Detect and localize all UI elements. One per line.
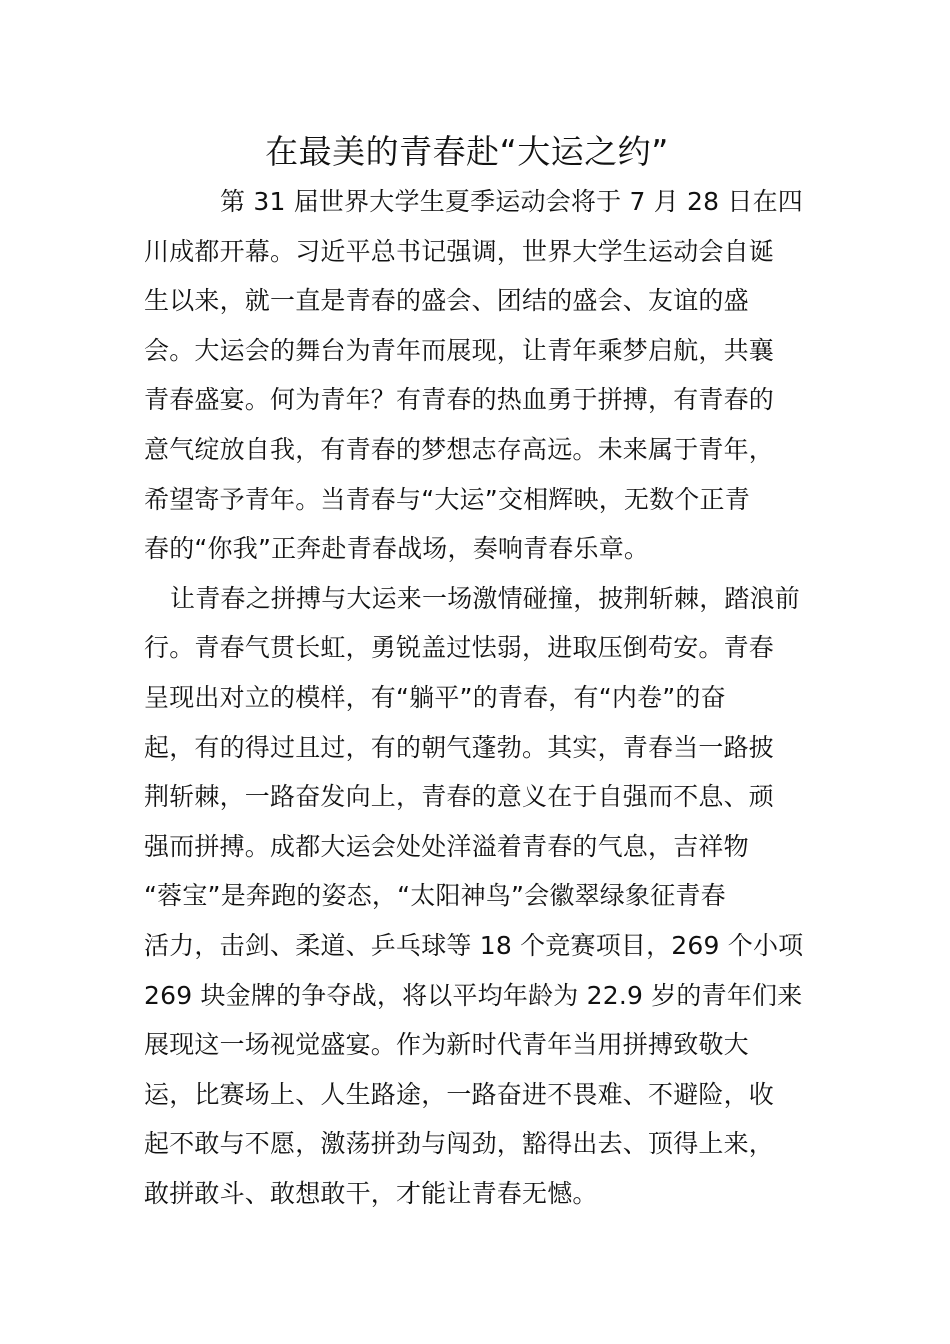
text-line: “蓉宝”是奔跑的姿态，“太阳神鸟”会徽翠绿象征青春 <box>144 881 726 911</box>
paragraph-2 <box>144 574 824 1219</box>
document-title: 在最美的青春赴“大运之约” <box>265 132 669 171</box>
text-line: 荆斩棘，一路奋发向上，青春的意义在于自强而不息、顽 <box>144 782 775 812</box>
text-line: 展现这一场视觉盛宴。作为新时代青年当用拼搏致敬大 <box>144 1030 749 1060</box>
text-line: 让青春之拼搏与大运来一场激情碰撞，披荆斩棘，踏浪前 <box>170 583 801 613</box>
text-line: 起，有的得过且过，有的朝气蓬勃。其实，青春当一路披 <box>144 732 775 762</box>
text-line: 活力，击剑、柔道、乒乓球等 18 个竞赛项目，269 个小项 <box>144 930 804 960</box>
document-body <box>144 177 824 1218</box>
text-line: 敢拼敢斗、敢想敢干，才能让青春无憾。 <box>144 1178 598 1208</box>
text-line: 269 块金牌的争夺战，将以平均年龄为 22.9 岁的青年们来 <box>144 980 803 1010</box>
text-line: 川成都开幕。习近平总书记强调，世界大学生运动会自诞 <box>144 236 775 266</box>
text-line: 起不敢与不愿，激荡拼劲与闯劲，豁得出去、顶得上来， <box>144 1129 775 1159</box>
text-line: 运，比赛场上、人生路途，一路奋进不畏难、不避险，收 <box>144 1079 775 1109</box>
text-line: 生以来，就一直是青春的盛会、团结的盛会、友谊的盛 <box>144 286 749 316</box>
text-line: 强而拼搏。成都大运会处处洋溢着青春的气息，吉祥物 <box>144 831 749 861</box>
text-line: 会。大运会的舞台为青年而展现，让青年乘梦启航，共襄 <box>144 335 775 365</box>
paragraph-1 <box>144 177 824 574</box>
text-line: 希望寄予青年。当青春与“大运”交相辉映，无数个正青 <box>144 484 750 514</box>
text-line: 春的“你我”正奔赴青春战场，奏响青春乐章。 <box>144 534 650 564</box>
text-line: 青春盛宴。何为青年？有青春的热血勇于拼搏，有青春的 <box>144 385 775 415</box>
text-line: 第 31 届世界大学生夏季运动会将于 7 月 28 日在四 <box>220 187 804 216</box>
text-line: 呈现出对立的模样，有“躺平”的青春，有“内卷”的奋 <box>144 682 726 712</box>
text-line: 行。青春气贯长虹，勇锐盖过怯弱，进取压倒苟安。青春 <box>144 633 775 663</box>
text-line: 意气绽放自我，有青春的梦想志存高远。未来属于青年， <box>144 434 775 464</box>
